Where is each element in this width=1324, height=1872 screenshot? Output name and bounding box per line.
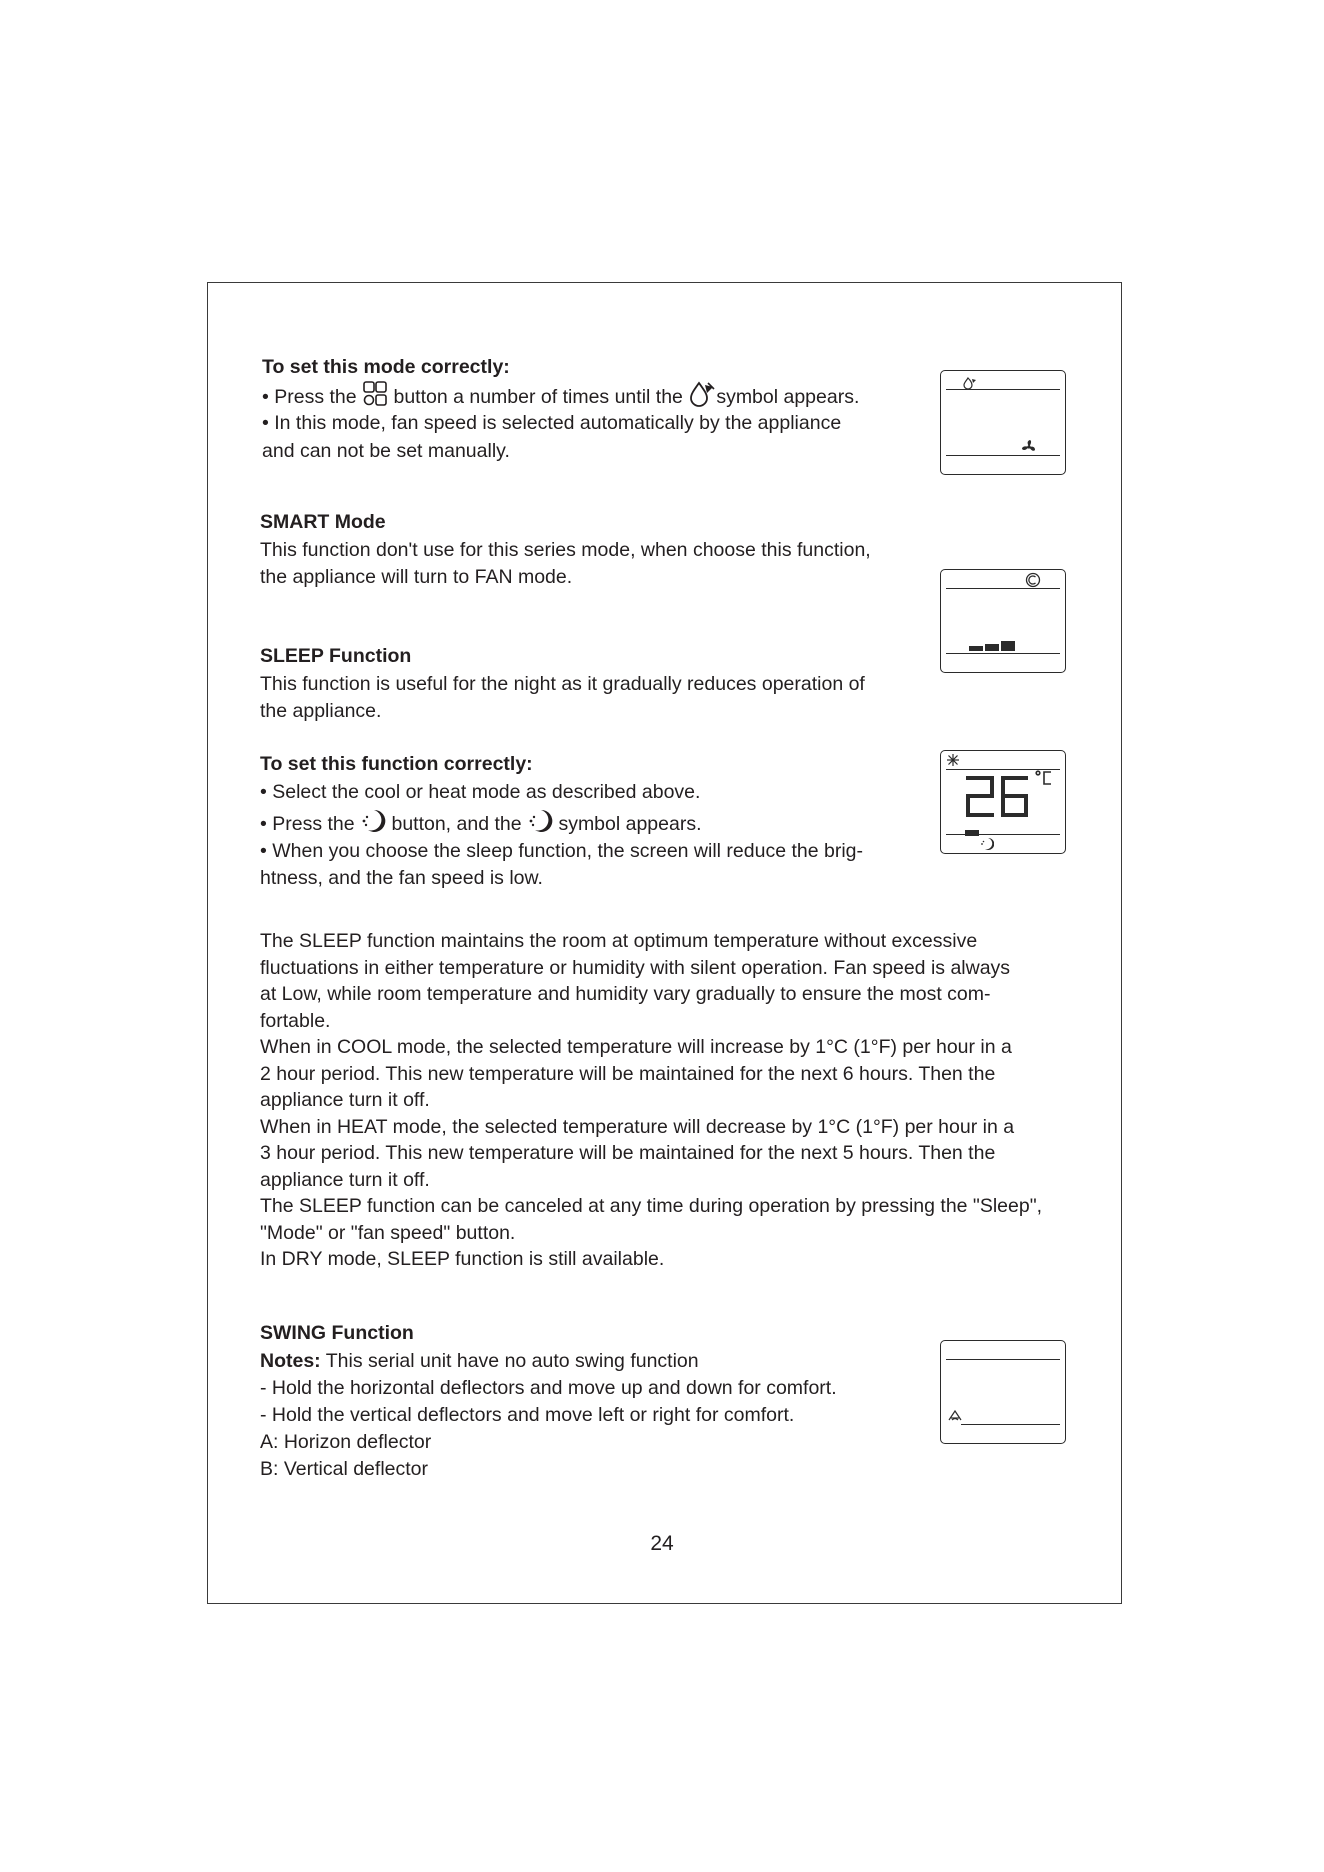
sleep-detail-line: 2 hour period. This new temperature will be maintained for the next 6 hours. Then the bbox=[260, 1062, 996, 1085]
sleep-subheading: To set this function correctly: bbox=[260, 753, 533, 775]
swing-notes-text: This serial unit have no auto swing function bbox=[320, 1350, 699, 1372]
sleep-step-2 bbox=[260, 808, 702, 838]
sleep-detail-line: appliance turn it off. bbox=[260, 1089, 430, 1111]
sleep-step-2b: button, and the bbox=[391, 813, 522, 835]
auto-mode-icon bbox=[963, 376, 977, 394]
sleep-step-3: • When you choose the sleep function, the screen will reduce the brig- bbox=[260, 840, 863, 862]
swing-heading: SWING Function bbox=[260, 1322, 414, 1344]
lcd-line bbox=[961, 1424, 1060, 1425]
lcd-display-smart bbox=[940, 569, 1066, 673]
lcd-display-auto bbox=[940, 370, 1066, 475]
sleep-step-2a: • Press the bbox=[260, 813, 355, 835]
sleep-detail-line: appliance turn it off. bbox=[260, 1168, 430, 1191]
sleep-line-2: the appliance. bbox=[260, 700, 382, 722]
swing-line-4: B: Vertical deflector bbox=[260, 1458, 428, 1480]
lcd-line bbox=[946, 389, 1060, 390]
sleep-button-icon bbox=[360, 808, 386, 834]
smart-heading: SMART Mode bbox=[260, 511, 386, 533]
swing-line-2: - Hold the vertical deflectors and move left or right for comfort. bbox=[260, 1404, 795, 1426]
sleep-symbol-icon bbox=[980, 837, 994, 856]
auto-heading: To set this mode correctly: bbox=[262, 356, 510, 378]
swing-notes-label: Notes: bbox=[260, 1350, 321, 1372]
sleep-detail-line: The SLEEP function maintains the room at optimum temperature without excessive bbox=[260, 930, 978, 952]
smart-icon bbox=[1025, 572, 1041, 593]
sleep-details bbox=[260, 928, 1090, 1273]
swing-notes bbox=[260, 1348, 699, 1375]
auto-line-1a: • Press the bbox=[262, 386, 357, 408]
swing-line-1: - Hold the horizontal deflectors and move up and down for comfort. bbox=[260, 1377, 837, 1399]
fan-icon bbox=[1021, 439, 1037, 460]
sleep-detail-line: When in COOL mode, the selected temperature will increase by 1°C (1°F) per hour in a bbox=[260, 1036, 1012, 1058]
smart-line-1: This function don't use for this series mode, when choose this function, bbox=[260, 539, 871, 561]
sleep-step-3-cont: htness, and the fan speed is low. bbox=[260, 867, 543, 889]
sleep-detail-line: at Low, while room temperature and humidity vary gradually to ensure the most com- bbox=[260, 983, 991, 1005]
sleep-heading: SLEEP Function bbox=[260, 645, 412, 667]
sleep-step-2c: symbol appears. bbox=[558, 813, 702, 835]
lcd-line bbox=[946, 653, 1060, 654]
auto-line-1c: symbol appears. bbox=[716, 386, 860, 408]
auto-mode-icon bbox=[688, 381, 716, 407]
sleep-detail-line: fluctuations in either temperature or humidity with silent operation. Fan speed is always bbox=[260, 956, 1011, 979]
fan-level-bars bbox=[965, 824, 981, 842]
sleep-line-1: This function is useful for the night as it gradually reduces operation of bbox=[260, 673, 865, 695]
swing-line-3: A: Horizon deflector bbox=[260, 1431, 432, 1453]
mode-button-icon bbox=[362, 381, 388, 407]
page-number: 24 bbox=[650, 1532, 674, 1555]
lcd-display-sleep bbox=[940, 750, 1066, 854]
sleep-detail-line: The SLEEP function can be canceled at any time during operation by pressing the "Sleep", bbox=[260, 1195, 1043, 1217]
lcd-line bbox=[946, 1359, 1060, 1360]
lcd-line bbox=[946, 588, 1060, 589]
sleep-symbol-icon bbox=[527, 808, 553, 834]
lcd-line bbox=[946, 834, 1060, 835]
sleep-detail-line: In DRY mode, SLEEP function is still available. bbox=[260, 1248, 665, 1270]
temperature-digits bbox=[965, 775, 1031, 824]
auto-line-3: and can not be set manually. bbox=[262, 440, 510, 462]
lcd-display-swing bbox=[940, 1340, 1066, 1444]
auto-line-1b: button a number of times until the bbox=[393, 386, 683, 408]
auto-line-1 bbox=[262, 381, 859, 411]
celsius-unit bbox=[1035, 770, 1055, 791]
lcd-line bbox=[946, 455, 1060, 456]
sleep-step-1: • Select the cool or heat mode as described above. bbox=[260, 781, 701, 803]
fan-level-bars bbox=[969, 639, 1019, 657]
sleep-detail-line: When in HEAT mode, the selected temperature will decrease by 1°C (1°F) per hour in a bbox=[260, 1115, 1015, 1138]
auto-line-2: • In this mode, fan speed is selected automatically by the appliance bbox=[262, 412, 842, 434]
sleep-detail-line: "Mode" or "fan speed" button. bbox=[260, 1221, 516, 1244]
sleep-detail-line: fortable. bbox=[260, 1009, 331, 1032]
smart-line-2: the appliance will turn to FAN mode. bbox=[260, 566, 573, 588]
sleep-detail-line: 3 hour period. This new temperature will be maintained for the next 5 hours. Then the bbox=[260, 1142, 996, 1164]
